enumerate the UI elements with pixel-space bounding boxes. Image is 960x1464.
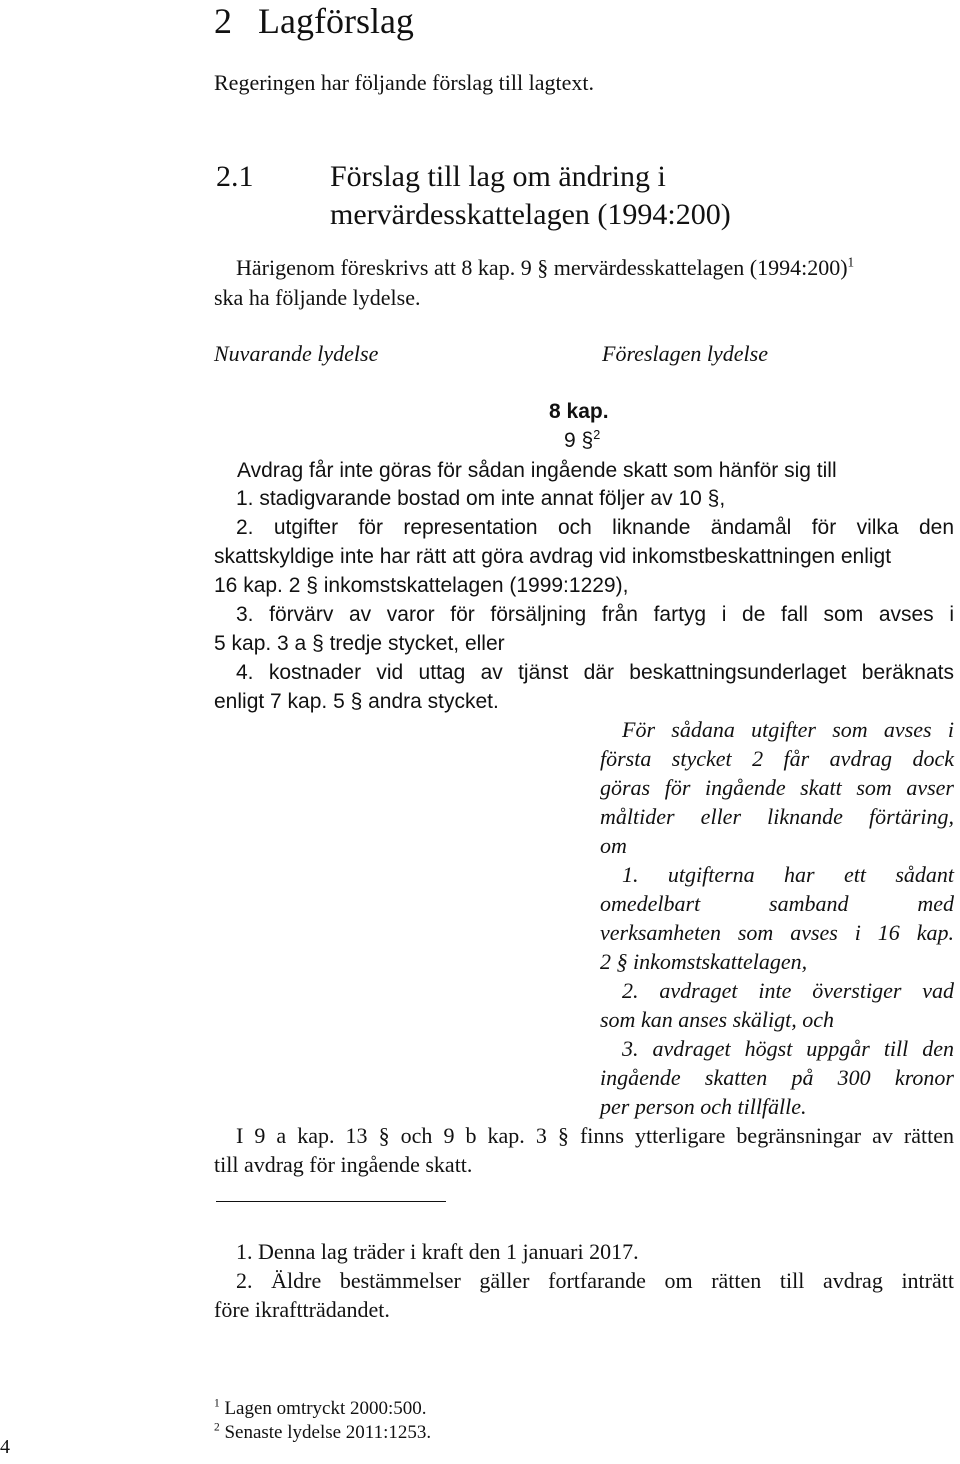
footnote-mark: 2: [214, 1421, 220, 1434]
proposed-line: 2 § inkomstskattelagen,: [600, 949, 808, 974]
body-line: 5 kap. 3 a § tredje stycket, eller: [214, 632, 505, 655]
body-line: 2. utgifter för representation och liknande ändamål för vilka den: [236, 516, 954, 539]
footnote-ref-2: 2: [593, 428, 601, 442]
proposed-line: omedelbart samband med: [600, 891, 954, 916]
preamble-line2: ska ha följande lydelse.: [214, 285, 421, 310]
proposed-line: första stycket 2 får avdrag dock: [600, 746, 954, 771]
proposed-line: 1. utgifterna har ett sådant: [622, 862, 954, 887]
preamble-line1: [236, 255, 854, 281]
intro-text: Regeringen har följande förslag till lagtext.: [214, 70, 594, 95]
footnote-2: [214, 1422, 431, 1444]
body-line: 3. förvärv av varor för försäljning från fartyg i de fall som avses i: [236, 603, 954, 626]
body-line: 1. stadigvarande bostad om inte annat följer av 10 §,: [236, 487, 726, 510]
proposed-line: 3. avdraget högst uppgår till den: [622, 1036, 954, 1061]
footnote-mark: 1: [214, 1397, 220, 1410]
subheading-line1: Förslag till lag om ändring i: [330, 160, 666, 193]
transitional-line: före ikraftträdandet.: [214, 1297, 390, 1322]
subheading-line2: mervärdesskattelagen (1994:200): [330, 198, 731, 231]
proposed-line: verksamheten som avses i 16 kap.: [600, 920, 954, 945]
section-text: 9 §: [564, 429, 594, 452]
footnote-ref-1: 1: [847, 254, 855, 270]
body-line: skattskyldige inte har rätt att göra avdrag vid inkomstbeskattningen enligt: [214, 545, 892, 568]
footnote-1: [214, 1398, 427, 1420]
closing-line: I 9 a kap. 13 § och 9 b kap. 3 § finns ytterligare begränsningar av rätten: [236, 1123, 954, 1148]
proposed-line: måltider eller liknande förtäring,: [600, 804, 954, 829]
chapter-title: Lagförslag: [258, 1, 414, 41]
body-line: 16 kap. 2 § inkomstskattelagen (1999:1229),: [214, 574, 629, 597]
proposed-line: ingående skatten på 300 kronor: [600, 1065, 954, 1090]
footnote-text: Senaste lydelse 2011:1253.: [224, 1422, 432, 1443]
preamble-text: Härigenom föreskrivs att 8 kap. 9 § mervärdesskattelagen (1994:200): [236, 255, 848, 280]
column-current: Nuvarande lydelse: [214, 341, 379, 366]
proposed-line: som kan anses skäligt, och: [600, 1007, 835, 1032]
section-label: [564, 429, 600, 453]
proposed-line: göras för ingående skatt som avser: [600, 775, 954, 800]
footnote-text: Lagen omtryckt 2000:500.: [224, 1398, 427, 1419]
proposed-line: om: [600, 833, 627, 858]
proposed-line: per person och tillfälle.: [600, 1094, 807, 1119]
column-proposed: Föreslagen lydelse: [602, 341, 768, 366]
body-line: Avdrag får inte göras för sådan ingående skatt som hänför sig till: [237, 459, 837, 482]
separator-rule: [216, 1201, 446, 1202]
transitional-line: 1. Denna lag träder i kraft den 1 januari 2017.: [236, 1239, 639, 1264]
body-line: enligt 7 kap. 5 § andra stycket.: [214, 690, 499, 713]
page-number: 4: [0, 1436, 10, 1458]
body-line: 4. kostnader vid uttag av tjänst där beskattningsunderlaget beräknats: [236, 661, 954, 684]
subheading-number: 2.1: [216, 160, 254, 193]
chapter-label: 8 kap.: [549, 400, 609, 423]
transitional-line: 2. Äldre bestämmelser gäller fortfarande om rätten till avdrag inträtt: [236, 1268, 954, 1293]
chapter-number: 2: [214, 1, 232, 41]
closing-line: till avdrag för ingående skatt.: [214, 1152, 473, 1177]
proposed-line: För sådana utgifter som avses i: [622, 717, 954, 742]
chapter-heading: [214, 0, 414, 42]
proposed-line: 2. avdraget inte överstiger vad: [622, 978, 954, 1003]
